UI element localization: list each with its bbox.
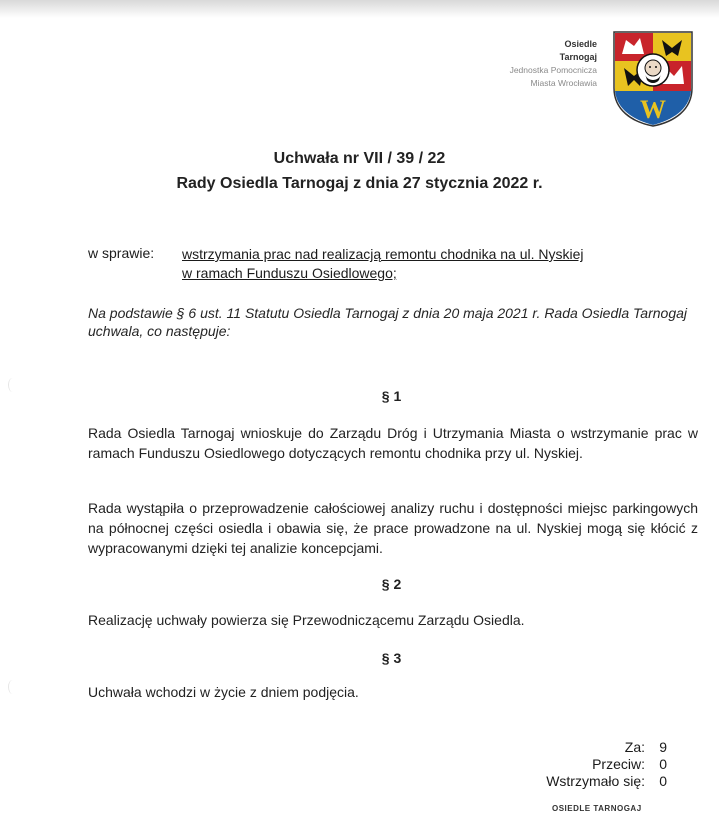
letterhead-line-osiedle: Osiedle: [564, 39, 597, 49]
section-3-heading: § 3: [381, 650, 402, 666]
scan-mark: [8, 378, 17, 392]
official-stamp-text: OSIEDLE TARNOGAJ: [552, 804, 642, 813]
letterhead: [510, 38, 597, 90]
section-2-paragraph: Realizację uchwały powierza się Przewodniczącemu Zarządu Osiedla.: [88, 612, 525, 628]
scan-edge-shadow: [0, 0, 719, 18]
vote-for-label: Za:: [624, 739, 645, 755]
resolution-number-title: Uchwała nr VII / 39 / 22: [273, 150, 446, 167]
matter-subject: [182, 245, 672, 283]
letterhead-line-tarnogaj: Tarnogaj: [559, 52, 597, 62]
section-1-paragraph-2: Rada wystąpiła o przeprowadzenie całościowej analizy ruchu i dostępności miejsc parkingowych na północnej części osiedla i obawia się, że prace prowadzone na ul. Nyskiej mogą się kłócić z wypracowanymi dzięki tej analizie koncepcjami.: [88, 500, 698, 556]
wroclaw-coat-of-arms-icon: [612, 30, 694, 128]
section-1-heading: § 1: [381, 388, 402, 404]
letterhead-line-city: Miasta Wrocławia: [530, 78, 597, 88]
section-3-paragraph: Uchwała wchodzi w życie z dniem podjęcia.: [88, 684, 359, 700]
matter-subject-line-1: wstrzymania prac nad realizacją remontu chodnika na ul. Nyskiej: [182, 246, 584, 262]
vote-row-for: [546, 739, 667, 756]
section-2-heading: § 2: [381, 576, 402, 592]
section-1-paragraph-1: Rada Osiedla Tarnogaj wnioskuje do Zarządu Dróg i Utrzymania Miasta o wstrzymanie prac w ramach Funduszu Osiedlowego dotyczących remontu chodnika przy ul. Nyskiej.: [88, 425, 698, 461]
resolution-council-date-title: Rady Osiedla Tarnogaj z dnia 27 stycznia 2022 r.: [176, 175, 543, 192]
letterhead-line-unit: Jednostka Pomocnicza: [509, 65, 597, 75]
legal-basis-text: Na podstawie § 6 ust. 11 Statutu Osiedla Tarnogaj z dnia 20 maja 2021 r. Rada Osiedla Tarnogaj uchwala, co następuje:: [88, 305, 688, 339]
vote-row-abstain: [546, 773, 667, 790]
crest-letter: W: [640, 95, 666, 124]
vote-abstain-label: Wstrzymało się:: [546, 773, 645, 789]
vote-abstain-value: 0: [659, 773, 667, 789]
vote-against-value: 0: [659, 756, 667, 772]
vote-row-against: [546, 756, 667, 773]
vote-for-value: 9: [659, 739, 667, 755]
matter-subject-line-2: w ramach Funduszu Osiedlowego;: [182, 265, 397, 281]
scan-mark: [8, 680, 17, 694]
vote-against-label: Przeciw:: [592, 756, 645, 772]
vote-tally: [546, 739, 667, 790]
matter-label: w sprawie:: [88, 245, 155, 261]
